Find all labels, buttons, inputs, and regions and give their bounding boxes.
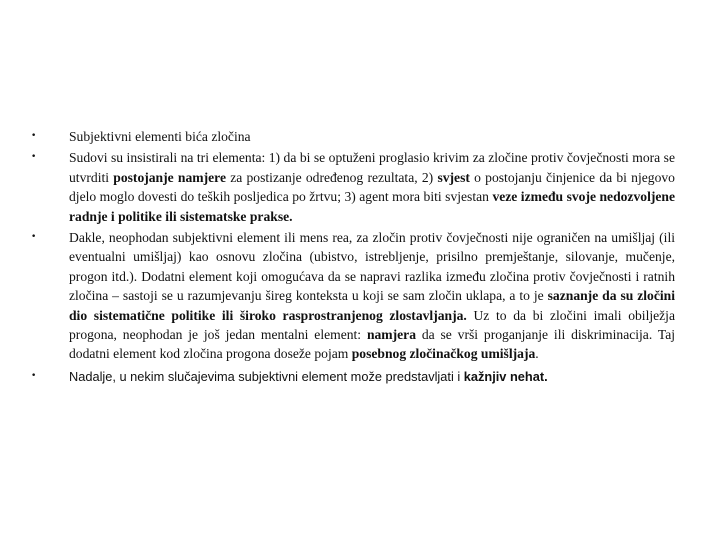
emphasis-segment: kažnjiv nehat. <box>463 368 548 384</box>
text-segment: Nadalje, u nekim slučajevima subjektivni element može predstavljati i <box>69 368 464 384</box>
bullet-icon: • <box>31 152 37 163</box>
bullet-icon: • <box>31 131 37 141</box>
bullet-icon: • <box>31 232 37 243</box>
text-segment: . <box>535 346 539 362</box>
text-segment: Subjektivni elementi bića zločina <box>69 129 251 144</box>
item-text <box>69 369 548 384</box>
item-text <box>69 150 675 223</box>
emphasis-segment: posebnog zločinačkog umišljaja <box>351 346 536 362</box>
bullet-list <box>30 127 675 386</box>
text-segment: Uz to da bi zločini imali obilježja progona, neophodan je još jedan mentalni element: <box>69 307 675 343</box>
text-segment: Sudovi su insistirali na tri elementa: 1) da bi se optuženi proglasio krivim za zločine protiv čovječnosti mora se utvrditi <box>69 150 675 185</box>
emphasis-segment: veze između svoje nedozvoljene radnje i politike ili sistematske prakse. <box>69 189 675 224</box>
emphasis-segment: namjera <box>366 327 417 343</box>
item-text <box>69 230 675 361</box>
text-segment: da se vrši proganjanje ili diskriminacija. Taj dodatni element kod zločina progona doseže pojam <box>69 327 675 362</box>
text-segment: za postizanje određenog rezultata, 2) <box>225 169 438 185</box>
list-item <box>30 148 675 226</box>
list-item <box>30 127 675 146</box>
emphasis-segment: svjest <box>437 169 470 185</box>
emphasis-segment: saznanje da su zločini dio sistematične politike ili široko rasprostranjenog zlostavljanja. <box>69 288 675 323</box>
item-text <box>69 129 251 144</box>
text-segment: Dakle, neophodan subjektivni element ili mens rea, za zločin protiv čovječnosti nije ograničen na umišljaj (ili eventualni umišljaj) kao osnovu zločina (ubistvo, istrebljenje, prisilno premještanje, silovanje, mučenje, progon itd.). Dodatni element koji omogućava da se napravi razlika između zločina protiv čovječnosti i ratnih zločina – sastoji se u razumjevanju šireg konteksta u koji se sam zločin uklapa, a to je <box>69 230 675 304</box>
list-item <box>30 228 675 364</box>
bullet-icon: • <box>31 370 37 381</box>
emphasis-segment: postojanje namjere <box>113 169 226 185</box>
text-segment: o postojanju činjenice da bi njegovo djelo moglo dovesti do teških posljedica po žrtvu; 3) agent mora biti svjestan <box>69 169 675 205</box>
list-item <box>30 367 675 386</box>
